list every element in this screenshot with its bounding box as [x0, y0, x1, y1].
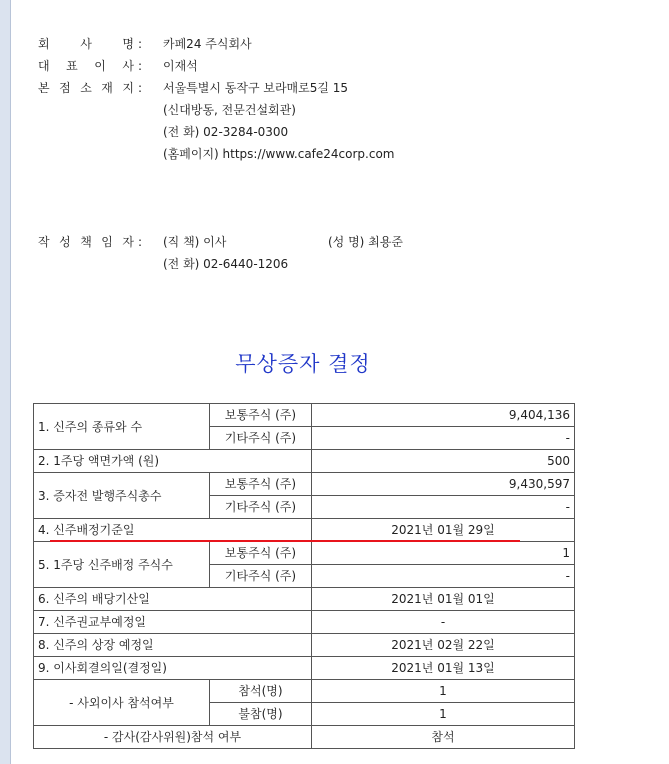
sub-label: 참석(명) [210, 680, 312, 703]
row-value: 2021년 01월 01일 [312, 588, 575, 611]
row-label: 5. 1주당 신주배정 주식수 [34, 542, 210, 588]
row-value: 1 [312, 542, 575, 565]
writer-label: 작 성 책 임 자 [38, 235, 134, 249]
table-row [34, 404, 575, 427]
writer-position: (직 책) 이사 [163, 235, 227, 249]
row-value: 2021년 01월 13일 [312, 657, 575, 680]
table-row [34, 680, 575, 703]
table-row [34, 519, 575, 542]
row-value: 2021년 01월 29일 [312, 519, 575, 542]
row-value: 500 [312, 450, 575, 473]
writer-phone: (전 화) 02-6440-1206 [163, 257, 289, 271]
sub-label: 기타주식 (주) [210, 565, 312, 588]
company-name-label: 회 사 명 [38, 37, 134, 51]
row-value: 9,404,136 [312, 404, 575, 427]
sub-label: 보통주식 (주) [210, 473, 312, 496]
address-extra: (신대방동, 전문건설회관) [163, 103, 296, 117]
company-phone: (전 화) 02-3284-0300 [163, 125, 289, 139]
row-value: 2021년 02월 22일 [312, 634, 575, 657]
company-name-value: 카페24 주식회사 [163, 37, 252, 51]
row-label: 1. 신주의 종류와 수 [34, 404, 210, 450]
row-value: 1 [312, 680, 575, 703]
window-left-frame [0, 0, 11, 764]
table-row [34, 542, 575, 565]
row-value: - [312, 496, 575, 519]
row-label: - 사외이사 참석여부 [34, 680, 210, 726]
row-label: 9. 이사회결의일(결정일) [34, 657, 312, 680]
sub-label: 불참(명) [210, 703, 312, 726]
row-value: - [312, 611, 575, 634]
ceo-label: 대 표 이 사 [38, 59, 134, 73]
table-row [34, 450, 575, 473]
ceo-value: 이재석 [163, 59, 198, 73]
row-value: 9,430,597 [312, 473, 575, 496]
table-row [34, 634, 575, 657]
table-row [34, 657, 575, 680]
bonus-issue-table [33, 403, 575, 749]
address-label: 본 점 소 재 지 [38, 81, 134, 95]
sub-label: 기타주식 (주) [210, 496, 312, 519]
sub-label: 보통주식 (주) [210, 542, 312, 565]
row-label: 4. 신주배정기준일 [34, 519, 312, 542]
row-label: 3. 증자전 발행주식총수 [34, 473, 210, 519]
red-underline-annotation [50, 540, 520, 542]
table-row [34, 611, 575, 634]
row-label: - 감사(감사위원)참석 여부 [34, 726, 312, 749]
row-label: 8. 신주의 상장 예정일 [34, 634, 312, 657]
row-value: 1 [312, 703, 575, 726]
row-value: - [312, 565, 575, 588]
row-label: 2. 1주당 액면가액 (원) [34, 450, 312, 473]
sub-label: 기타주식 (주) [210, 427, 312, 450]
address-value: 서울특별시 동작구 보라매로5길 15 [163, 81, 349, 95]
document-title: 무상증자 결정 [235, 352, 371, 376]
row-label: 7. 신주권교부예정일 [34, 611, 312, 634]
row-label: 6. 신주의 배당기산일 [34, 588, 312, 611]
sub-label: 보통주식 (주) [210, 404, 312, 427]
row-value: - [312, 427, 575, 450]
company-homepage: (홈페이지) https://www.cafe24corp.com [163, 147, 395, 161]
table-row [34, 588, 575, 611]
table-row [34, 726, 575, 749]
row-value: 참석 [312, 726, 575, 749]
table-row [34, 473, 575, 496]
writer-name: (성 명) 최용준 [328, 235, 403, 249]
